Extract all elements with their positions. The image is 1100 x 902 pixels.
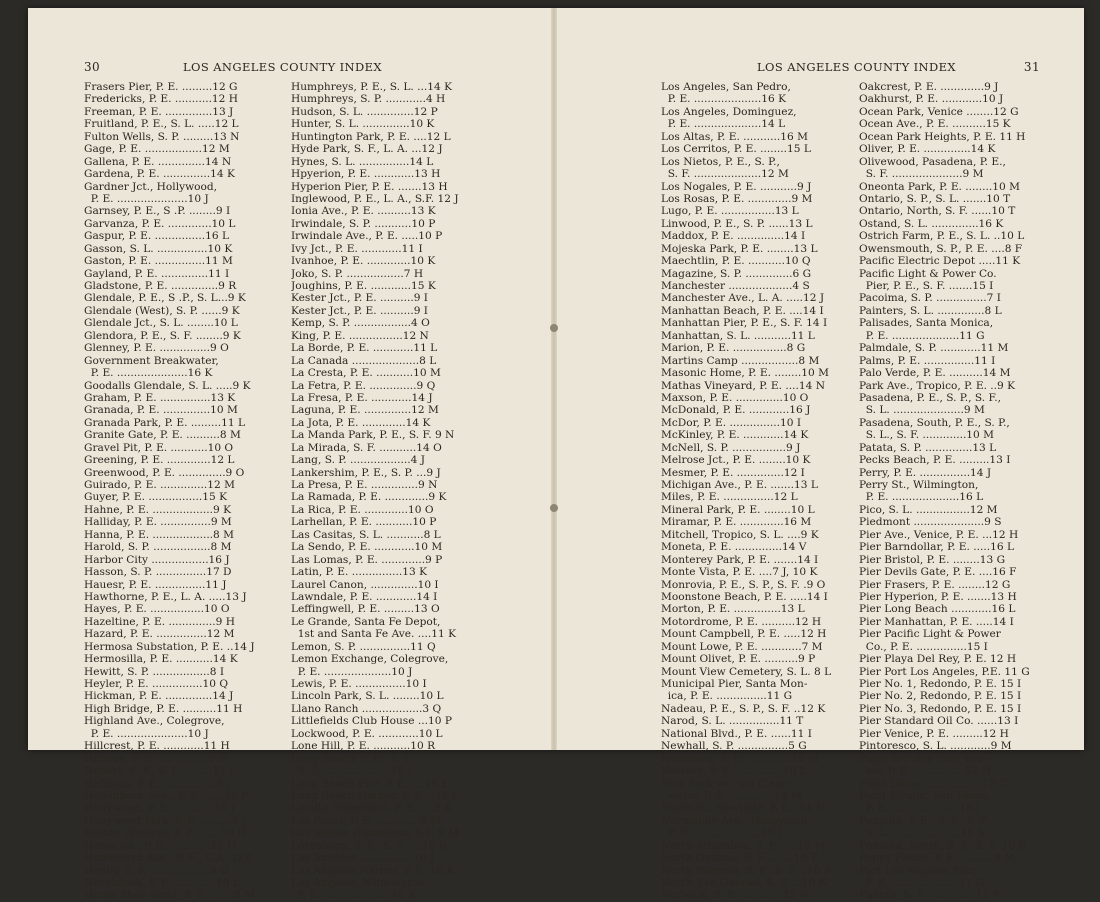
index-entry: Oliver, P. E. ..............14 K — [859, 143, 996, 156]
index-entry: water, P. E. .............14 M — [661, 789, 802, 802]
index-entry: Lankershim, P. E., S. P. ...9 J — [291, 466, 441, 479]
index-entry: Hermosa Substation, P. E. ..14 J — [84, 640, 255, 653]
index-entry: Pomona, North, S. P., S. F. 10 S — [859, 839, 1026, 852]
index-entry: Hawthorne, P. E., L. A. .....13 J — [84, 590, 247, 603]
index-entry: Park Ave., Tropico, P. E. ..9 K — [859, 379, 1016, 392]
index-entry: La Sendo, P. E. ............10 M — [291, 541, 443, 554]
index-entry: Owensmouth, S. P., P. E. ....8 F — [859, 242, 1023, 255]
index-entry: Lomita (Glendale), P. E. ....9 K — [291, 802, 453, 815]
index-entry: Freeman, P. E. ..............13 J — [84, 105, 234, 118]
index-entry: Newhall, S. P. ...............5 G — [661, 740, 807, 753]
index-entry: Pico, S. L. ................12 M — [859, 503, 998, 516]
index-entry: Ionia Ave., P. E. ..........13 K — [291, 205, 436, 218]
index-entry: P. E. .....................10 J — [84, 192, 209, 205]
index-entry: Gage, P. E. .................12 M — [84, 143, 230, 156]
index-entry: Harold, S. P. .................8 M — [84, 541, 232, 554]
index-entry: Lemon Exchange, Colegrove, — [291, 653, 449, 666]
index-entry: S. F. .....................9 M — [859, 168, 984, 181]
index-entry: Ocean Park, Venice ........12 G — [859, 105, 1019, 118]
index-entry: Long Beach Harbor, P. E. ..16 L — [291, 789, 460, 802]
index-entry: North Ontario, S. F. .......10 T — [661, 852, 818, 865]
index-entry: La Manda Park, P. E., S. F. 9 N — [291, 429, 455, 442]
index-entry: Hunter, S. L. ..............10 K — [291, 118, 435, 131]
index-entry: Palms, P. E. ...............11 I — [859, 354, 996, 367]
index-entry: Pintoresco, S. L. ............9 M — [859, 740, 1012, 753]
index-entry: Morton, P. E. ..............13 L — [661, 603, 805, 616]
index-entry: Manhattan, S. L. ...........11 L — [661, 329, 815, 342]
index-entry: Heyler, P. E. ...............10 Q — [84, 678, 229, 690]
index-entry: Los Cerritos, P. E. ........15 L — [661, 143, 811, 156]
index-entry: Melrose Jct., P. E. ........10 K — [661, 454, 811, 467]
index-entry: Mesmer, P. E. ..............12 I — [661, 466, 805, 479]
index-entry: Los Angeles, San Pedro, — [661, 81, 791, 93]
index-entry: Humphreys, P. E., S. L. ...14 K — [291, 81, 452, 93]
index-entry: Pier Barndollar, P. E. .....16 L — [859, 541, 1014, 554]
index-entry: ica, P. E. ...............11 G — [661, 690, 793, 703]
index-entry: S. L., S. F. .............10 M — [859, 429, 995, 442]
index-entry: Maechtlin, P. E. ...........10 Q — [661, 255, 811, 268]
index-entry: Palo Verde, P. E. ..........14 M — [859, 367, 1011, 380]
index-entry: Hobart, S. F., S. L. ........11 L — [84, 765, 237, 778]
index-entry: S. L. .....................9 M — [859, 404, 985, 417]
index-entry: Mount Olivet, P. E. ..........9 P — [661, 653, 816, 666]
index-entry: Gaston, P. E. ...............11 M — [84, 255, 233, 268]
index-entry: Frasers Pier, P. E. .........12 G — [84, 81, 238, 93]
index-entry: Honby, S. P. ..................4 G — [84, 864, 230, 877]
index-entry: Littlefields Club House ...10 P — [291, 715, 452, 728]
index-entry: Hickman, P. E. ..............14 J — [84, 690, 234, 703]
index-entry: Government Breakwater, — [84, 354, 219, 367]
index-entry: North San Gabriel, S. P. ...10 N — [661, 877, 828, 889]
index-entry: ice, P. E. ...............12 H — [859, 765, 991, 778]
index-entry: Hahne, P. E. ..................9 K — [84, 503, 232, 516]
index-entry: Hazeltine, P. E. ..............9 H — [84, 615, 235, 628]
index-entry: La Canada ....................8 L — [291, 354, 437, 367]
index-entry: Pier Pacific Light & Power — [859, 628, 1001, 641]
index-entry: Masonic Home, P. E. ........10 M — [661, 367, 829, 380]
index-entry: Normandy Ave., Hollywood, — [661, 814, 811, 827]
index-entry: Los Angeles, Dominguez, — [661, 105, 797, 118]
index-entry: Miramar, P. E. .............16 M — [661, 516, 812, 529]
index-entry: Patata, S. P. ..............13 L — [859, 441, 997, 454]
index-entry: Hewitt, S. P. .................8 I — [84, 665, 225, 678]
index-entry: Co., P. E. ...............15 I — [859, 640, 988, 653]
index-entry: Pier Frasers, P. E. ........12 G — [859, 578, 1011, 591]
index-entry: McKinley, P. E. ............14 K — [661, 429, 809, 442]
index-entry: Greenwood, P. E. ..............9 O — [84, 466, 245, 479]
index-entry: Los Angeles ................10 J — [291, 852, 435, 865]
page-number: 31 — [1023, 60, 1040, 74]
index-entry: Palmdale, S. P. ............11 M — [859, 342, 1009, 355]
index-entry: Ocean Park Heights, P. E. 11 H — [859, 130, 1026, 143]
index-column — [859, 81, 1059, 902]
index-entry: Larhellan, P. E. ...........10 P — [291, 516, 437, 529]
page-header — [28, 60, 551, 76]
index-entry: Maddox, P. E. ..............14 I — [661, 230, 806, 243]
index-entry: Holton (Venice), P. E. ......13 H — [84, 827, 247, 840]
index-entry: Lewis, P. E. ...............10 I — [291, 678, 427, 690]
page-header — [557, 60, 1084, 76]
index-entry: Hpyerion, P. E. ............13 H — [291, 168, 441, 181]
index-entry: 1st and Santa Fe Ave. ....11 K — [291, 628, 457, 641]
index-entry: McDor, P. E. ...............10 I — [661, 416, 802, 429]
index-entry: Hayes, P. E. ................10 O — [84, 603, 230, 616]
index-entry: Pier Devils Gate, P. E. ....16 F — [859, 566, 1017, 579]
index-entry: Glenney, P. E. ...............9 O — [84, 342, 229, 355]
index-entry: Mount View Cemetery, S. L. 8 L — [661, 665, 832, 678]
index-entry: P. E. ....................11 G — [859, 877, 985, 889]
index-column — [84, 81, 274, 902]
index-entry: Mount Lowe, P. E. ............7 M — [661, 640, 823, 653]
index-entry: La Ramada, P. E. .............9 K — [291, 491, 447, 504]
index-entry: Garnsey, P. E., S .P. ........9 I — [84, 205, 231, 218]
page-number: 30 — [84, 60, 101, 74]
index-entry: P. E. ....................16 K — [661, 93, 787, 106]
index-entry: Halliday, P. E. ...............9 M — [84, 516, 232, 529]
index-entry: Glendale Jct., S. L. ........10 L — [84, 317, 238, 330]
index-entry: Leffingwell, P. E. .........13 O — [291, 603, 440, 616]
index-entry: Ocean Ave., P. E. ..........15 K — [859, 118, 1011, 131]
index-entry: Fredericks, P. E. ...........12 H — [84, 93, 239, 106]
index-entry: Newmark, S. L. .............12 M — [661, 752, 820, 765]
index-entry: Monte Vista, P. E. ....7 J, 10 K — [661, 566, 818, 579]
index-entry: Lockwood, P. E. ............10 L — [291, 727, 443, 740]
right-page — [557, 8, 1084, 902]
index-entry: Lang, S. P. ..................4 J — [291, 454, 425, 467]
index-entry: Lemon, S. P. ...............11 Q — [291, 640, 436, 653]
index-entry: Gladstone, P. E. ..............9 R — [84, 280, 237, 292]
index-entry: Perry, P. E. ...............14 J — [859, 466, 992, 479]
index-entry: Guyer, P. E. ................15 K — [84, 491, 227, 504]
index-entry: Los Posas, P. E. .............9 M — [291, 814, 442, 827]
index-entry: Gaspur, P. E. ...............16 L — [84, 230, 230, 243]
index-entry: Long Beach, P. E., S. L., — [291, 752, 419, 765]
index-entry: Olivewood, Pasadena, P. E., — [859, 155, 1006, 168]
index-entry: Las Lomas, P. E. .............9 P — [291, 553, 443, 566]
index-entry: Linwood, P. E., S. P. ......13 L — [661, 217, 813, 230]
index-entry: Playa Del Rey Pier, Ven- — [859, 752, 988, 765]
index-entry: Glendale (West), S. P. ......9 K — [84, 304, 240, 317]
index-entry: Lawndale, P. E. ............14 I — [291, 590, 438, 603]
index-entry: Hazard, P. E. ...............12 M — [84, 628, 235, 641]
index-entry: Long Beach Pier, P. E. ....16 L — [291, 777, 449, 790]
index-entry: Irwindale Ave., P. E. .....10 P — [291, 230, 443, 243]
index-entry: Ninth St., Sawtelle, P. E. .11 H — [661, 802, 826, 815]
index-entry: Hynes, S. L. ...............14 L — [291, 155, 434, 168]
index-entry: Glendale, P. E., S .P., S. L...9 K — [84, 292, 246, 305]
index-entry: Hoffman, P. E. ................9 J — [84, 777, 232, 790]
index-entry: Painters, S. L. ..............8 L — [859, 304, 1002, 317]
index-entry: Maxson, P. E. ..............10 O — [661, 391, 809, 404]
index-entry: Martins Camp .................8 M — [661, 354, 820, 367]
index-entry: North Pomona, S. P., S. F. ..10 S — [661, 864, 832, 877]
index-entry: Humphreys, S. P. ............4 H — [291, 93, 446, 106]
index-entry: P. E. ....................11 G — [859, 329, 985, 342]
index-entry: Piedmont .....................9 S — [859, 516, 1002, 529]
index-entry: Point Firmin, San Pedro, — [859, 789, 991, 802]
index-entry: Harbor City .................16 J — [84, 553, 230, 566]
index-entry: P. E. ....................16 J — [859, 802, 981, 815]
index-entry: Narod, S. L. ...............11 T — [661, 715, 804, 728]
index-entry: Los Nietos, P. E., S. P., — [661, 155, 780, 168]
index-entry: Pier Long Beach ............16 L — [859, 603, 1016, 616]
index-entry: Goodalls Glendale, S. L. .....9 K — [84, 379, 251, 392]
index-entry: Greening, P. E. .............12 L — [84, 454, 235, 467]
index-entry: McDonald, P. E. ............16 J — [661, 404, 811, 417]
index-entry: Pier No. 3, Redondo, P. E. 15 I — [859, 702, 1022, 715]
index-entry: Gardena, P. E. ..............14 K — [84, 168, 235, 181]
index-entry: Los Angeles, Wilmington, — [291, 877, 428, 889]
index-entry: Mitchell, Tropico, S. L. ....9 K — [661, 528, 819, 541]
index-entry: Ostand, S. L. ..............16 K — [859, 217, 1004, 230]
index-entry: Fulton Wells, S. P. .........13 N — [84, 130, 240, 143]
index-entry: P. E. ....................16 L — [859, 491, 984, 504]
index-column — [291, 81, 501, 902]
index-entry: Pacific Electric Depot .....11 K — [859, 255, 1021, 268]
index-entry: Gardner Jct., Hollywood, — [84, 180, 218, 193]
index-entry: P. E. .....................10 J — [84, 727, 209, 740]
index-entry: P. E. .....................16 K — [84, 367, 213, 380]
running-title: LOS ANGELES COUNTY INDEX — [183, 60, 383, 74]
index-entry: La Fresa, P. E. ............14 J — [291, 391, 433, 404]
index-entry: Glendora, P. E., S. F. ........9 K — [84, 329, 241, 342]
index-entry: Laurel Canon, ..............10 I — [291, 578, 439, 591]
index-entry: Moonstone Beach, P. E. .....14 I — [661, 590, 828, 603]
index-entry: P. E. ....................14 L — [661, 118, 786, 131]
index-entry: Puente, S. P. ..............11 P — [859, 889, 1000, 902]
index-entry: Hyperion Pier, P. E. .......13 H — [291, 180, 448, 193]
index-entry: Home Jct., P. E. ............11 H — [84, 839, 237, 852]
index-entry: S. F. ....................12 M — [661, 168, 789, 181]
index-entry: Norwalk, S. P. .............13 N — [661, 889, 809, 902]
index-entry: Kester Jct., P. E. ..........9 I — [291, 304, 428, 317]
index-entry: Pier Bristol, P. E. ........13 G — [859, 553, 1006, 566]
index-entry: Oneonta Park, P. E. ........10 M — [859, 180, 1020, 193]
index-entry: Mathas Vineyard, P. E. ....14 N — [661, 379, 825, 392]
index-entry: P. E. ....................10 J — [661, 827, 783, 840]
index-entry: Granada Park, P. E. .........11 L — [84, 416, 246, 429]
index-entry: Perry St., Wilmington, — [859, 479, 979, 491]
index-entry: Miles, P. E. ...............12 L — [661, 491, 798, 504]
index-entry: La Fetra, P. E. ..............9 Q — [291, 379, 436, 392]
index-entry: Hasson, S. P. ...............17 D — [84, 566, 232, 579]
book-spread — [28, 8, 1084, 902]
index-entry: Municipal Pier, Santa Mon- — [661, 678, 808, 690]
index-entry: Gasson, S. L. ...............10 K — [84, 242, 233, 255]
index-entry: Poppy Fields, P. E. ..........8 M — [859, 852, 1016, 865]
index-entry: Latin, P. E. ...............13 K — [291, 566, 428, 579]
index-entry: P. E. ....................10 J — [291, 665, 413, 678]
index-entry: Manhattan Pier, P. E., S. F. 14 I — [661, 317, 828, 330]
index-entry: Laguna, P. E. ..............12 M — [291, 404, 439, 417]
index-entry: Homeward Ave., P. E., L.A. 12K — [84, 852, 252, 865]
index-entry: Los Altas, P. E. ...........16 M — [661, 130, 808, 143]
index-entry: Ivanhoe, P. E. .............10 K — [291, 255, 436, 268]
index-entry: Newton, P. E. ..............10 L — [661, 765, 808, 778]
index-entry: McNell, S. P. ................9 J — [661, 441, 801, 454]
index-entry: Las Casitas, S. L. ...........8 L — [291, 528, 441, 541]
index-entry: High Bridge, P. E. ..........11 H — [84, 702, 243, 715]
index-entry: Pier Ave., Venice, P. E. ...12 H — [859, 528, 1019, 541]
index-entry: Manhattan Beach, P. E. ....14 I — [661, 304, 824, 317]
index-entry: Inglewood, P. E., L. A., S.F. 12 J — [291, 192, 459, 205]
index-entry: Guirado, P. E. ..............12 M — [84, 479, 235, 491]
index-entry: Monrovia, P. E., S. P., S. F. .9 O — [661, 578, 826, 591]
index-entry: Horse Shoe Bend, P. E. .......8 M — [84, 889, 255, 902]
index-entry: Hollywood Park, P. E. .........9 J — [84, 814, 247, 827]
index-entry: Granite Gate, P. E. ..........8 M — [84, 429, 241, 442]
index-entry: Magazine, S. P. ..............6 G — [661, 267, 812, 280]
index-entry: Point Dume .................12 C — [859, 777, 1008, 790]
index-entry: Manchester ...................4 S — [661, 280, 810, 292]
running-title: LOS ANGELES COUNTY INDEX — [757, 60, 957, 74]
index-entry: Joko, S. P. .................7 H — [291, 267, 424, 280]
index-entry: Lincoln Park, S. L. ........10 L — [291, 690, 444, 703]
index-entry: Los Robles (Pasadena) S.F. 9 M — [291, 827, 459, 840]
index-entry: Pier No. 2, Redondo, P. E. 15 I — [859, 690, 1022, 703]
index-entry: Lone Hill, P. E. ...........10 R — [291, 740, 436, 753]
index-entry: Hillcrest, P. E. ............11 H — [84, 740, 230, 753]
index-entry: Pier Port Los Angeles, P.E. 11 G — [859, 665, 1030, 678]
index-entry: Motordrome, P. E. ..........12 H — [661, 615, 822, 628]
index-entry: Manchester Ave., L. A. .....12 J — [661, 292, 825, 305]
index-entry: New York ve., via Clear- — [661, 777, 791, 790]
index-entry: Hollywood, P. E. ............10 J — [84, 802, 236, 815]
index-entry: Pasadena, South, P. E., S. P., — [859, 416, 1010, 429]
index-entry: North Alhambra, S. P. .....10 M — [661, 839, 826, 852]
index-entry: La Mirada, S. F. ...........14 O — [291, 441, 442, 454]
index-entry: La Presa, P. E. ..............9 N — [291, 479, 438, 491]
index-entry: Garvanza, P. E. .............10 L — [84, 217, 236, 230]
index-entry: Kester Jct., P. E. ..........9 I — [291, 292, 428, 305]
index-entry: Pier Playa Del Rey, P. E. 12 H — [859, 653, 1017, 666]
index-entry: Pier Manhattan, P. E. .....14 I — [859, 615, 1014, 628]
index-entry: Hauesr, P. E. ...............11 J — [84, 578, 227, 591]
index-entry: S. P. ....................16 L — [291, 765, 415, 778]
index-entry: Fruitland, P. E., S. L. .....12 L — [84, 118, 239, 131]
index-entry: S. L. ....................10 S — [859, 827, 985, 840]
index-entry: Pacoima, S. P. ...............7 I — [859, 292, 1001, 305]
index-entry: Mojeska Park, P. E. ........13 L — [661, 242, 818, 255]
index-entry: Highland Ave., Colegrove, — [84, 715, 225, 728]
index-entry: Port Los Angeles Pier, — [859, 864, 978, 877]
index-entry: Los Rosas, P. E. .............9 M — [661, 192, 813, 205]
index-entry: La Borde, P. E. ............11 L — [291, 342, 438, 355]
index-entry: Huntington Park, P. E. ....12 L — [291, 130, 451, 143]
index-entry: Ivy Jct., P. E. ............11 I — [291, 242, 423, 255]
index-entry: Pecks Beach, P. E. .........13 I — [859, 454, 1011, 467]
index-entry: Kemp, S. P. .................4 O — [291, 317, 430, 330]
index-entry: Hyde Park, S. F., L. A. ...12 J — [291, 143, 443, 156]
index-entry: Hillside, P. E. ...............9 P — [84, 752, 226, 765]
index-entry: Marion, P. E. ................8 G — [661, 342, 806, 355]
left-page — [28, 8, 551, 902]
index-entry: Le Grande, Santa Fe Depot, — [291, 615, 441, 628]
index-entry: Pier Venice, P. E. .........12 H — [859, 727, 1009, 740]
index-entry: Hanna, P. E. ..................8 M — [84, 528, 235, 541]
index-entry: Gravel Pit, P. E. ...........10 O — [84, 441, 234, 454]
index-entry: Hudson, S. L. ..............12 P — [291, 105, 438, 118]
index-entry: Pier No. 1, Redondo, P. E. 15 I — [859, 678, 1022, 690]
index-entry: La Jota, P. E. .............14 K — [291, 416, 431, 429]
index-entry: Hollenbeck Ave., P. E. ......10 P — [84, 789, 249, 802]
index-entry: Pier Standard Oil Co. ......13 I — [859, 715, 1019, 728]
index-entry: Pier, P. E., S. F. .......15 I — [859, 280, 994, 292]
index-entry: Lordsburg, S. P., S. F. ....10 R — [291, 839, 447, 852]
index-entry: Pasadena, P. E., S. P., S. F., — [859, 391, 1001, 404]
index-entry: Michigan Ave., P. E. .......13 L — [661, 479, 818, 491]
index-entry: La Rica, P. E. .............10 O — [291, 503, 434, 516]
index-entry: Mineral Park, P. E. ........10 L — [661, 503, 815, 516]
index-entry: Gallena, P. E. ..............14 N — [84, 155, 232, 168]
index-entry: Hornbrook, P. E. ............10 L — [84, 877, 240, 889]
index-entry: Nadeau, P. E., S. P., S. F. ..12 K — [661, 702, 826, 715]
index-entry: Mount Campbell, P. E. .....12 H — [661, 628, 827, 641]
index-entry: Ontario, S. P., S. L. .......10 T — [859, 192, 1011, 205]
index-entry: Palisades, Santa Monica, — [859, 317, 994, 330]
index-entry: Pacific Light & Power Co. — [859, 267, 997, 280]
index-entry: Llano Ranch ..................3 Q — [291, 702, 442, 715]
index-entry: Moneta, P. E. ..............14 V — [661, 541, 807, 554]
index-column — [661, 81, 851, 902]
index-entry: Lugo, P. E. ................13 L — [661, 205, 799, 218]
index-entry: Granada, P. E. ..............10 M — [84, 404, 238, 417]
index-entry: Irwindale, S. P. ...........10 P — [291, 217, 436, 230]
index-entry: Pier Hyperion, P. E. .......13 H — [859, 590, 1017, 603]
index-entry: Los Angeles Harbor, P. E. 16 K — [291, 864, 455, 877]
index-entry: La Cresta, P. E. ...........10 M — [291, 367, 441, 380]
index-entry: National Blvd., P. E. ......11 I — [661, 727, 812, 740]
index-entry: Oakhurst, P. E. ............10 J — [859, 93, 1004, 106]
index-entry: P. E. ....................16 K — [291, 889, 417, 902]
index-entry: Gayland, P. E. ..............11 I — [84, 267, 230, 280]
index-entry: King, P. E. ................12 N — [291, 329, 429, 342]
index-entry: Ontario, North, S. F. ......10 T — [859, 205, 1016, 218]
index-entry: Oakcrest, P. E. .............9 J — [859, 81, 999, 93]
index-entry: Graham, P. E. ...............13 K — [84, 391, 236, 404]
index-entry: Ostrich Farm, P. E., S. L. ..10 L — [859, 230, 1025, 243]
index-entry: Los Nogales, P. E. ...........9 J — [661, 180, 812, 193]
index-entry: Joughins, P. E. ............15 K — [291, 280, 436, 292]
index-entry: Hermosilla, P. E. ...........14 K — [84, 653, 238, 666]
index-entry: Monterey Park, P. E. .......14 I — [661, 553, 819, 566]
index-entry: Pomona, P. E., S. P., S. F., — [859, 814, 993, 827]
